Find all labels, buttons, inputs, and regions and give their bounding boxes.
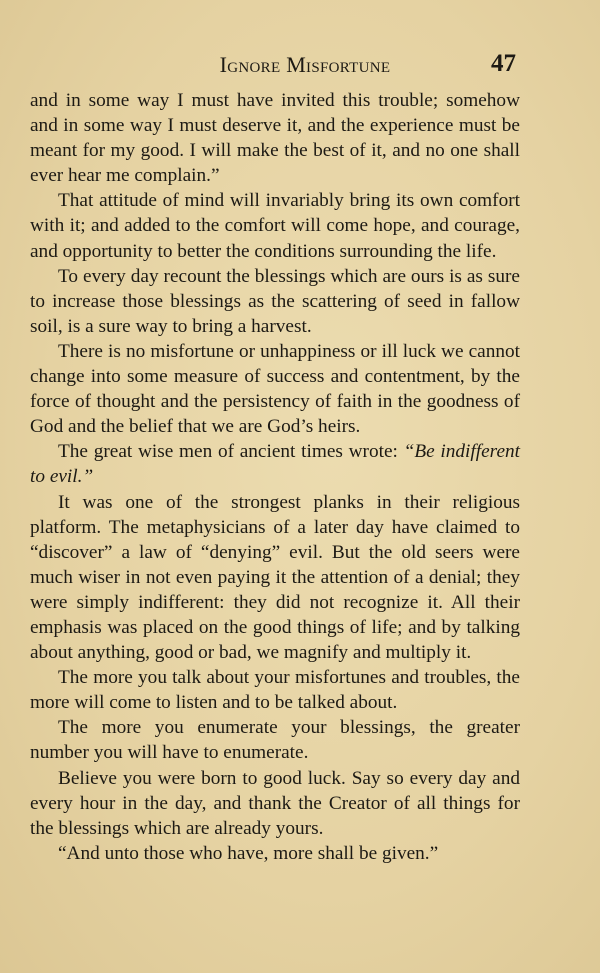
- running-title: Ignore Misfortune: [219, 52, 391, 77]
- paragraph: The more you enumerate your blessings, the greater number you will have to enumerate.: [30, 717, 520, 764]
- paragraph: It was one of the strongest planks in their religious platform. The metaphysicians of a later day have claimed to “discover” a law of “denying” evil. But the old seers were much wiser in not even paying it the attention of a denial; they were simply indifferent: they did not recognize it. All their emphasis was placed on the good things of life; and by talking about anything, good or bad, we magnify and multiply it.: [30, 491, 520, 664]
- paragraph: Believe you were born to good luck. Say so every day and every hour in the day, and thank the Creator of all things for the blessings which are already yours.: [30, 767, 520, 839]
- paragraph: That attitude of mind will invariably bring its own comfort with it; and added to the comfort will come hope, and courage, and opportunity to better the conditions surrounding the life.: [30, 190, 520, 262]
- page-number: 47: [491, 50, 516, 77]
- paragraph-with-quote: [30, 439, 520, 489]
- paragraph: The more you talk about your misfortunes and troubles, the more will come to listen and to be talked about.: [30, 667, 520, 714]
- paragraph: “And unto those who have, more shall be given.”: [58, 842, 439, 864]
- running-head: [30, 52, 520, 86]
- paragraph: To every day recount the blessings which are ours is as sure to increase those blessings as the scattering of seed in fallow soil, is a sure way to bring a harvest.: [30, 265, 520, 337]
- paragraph-text: The great wise men of ancient times wrote:: [58, 441, 404, 463]
- paragraph: There is no misfortune or unhappiness or ill luck we cannot change into some measure of success and contentment, by the force of thought and the persistency of faith in the goodness of God and the belief that we are God’s heirs.: [30, 340, 520, 438]
- italic-quote: “Be indifferent to evil.”: [30, 441, 521, 488]
- paragraph-continued: and in some way I must have invited this trouble; somehow and in some way I must deserve it, and the experience must be meant for my good. I will make the best of it, and no one shall ever hear me complain.”: [30, 90, 520, 187]
- body-text: [30, 88, 520, 866]
